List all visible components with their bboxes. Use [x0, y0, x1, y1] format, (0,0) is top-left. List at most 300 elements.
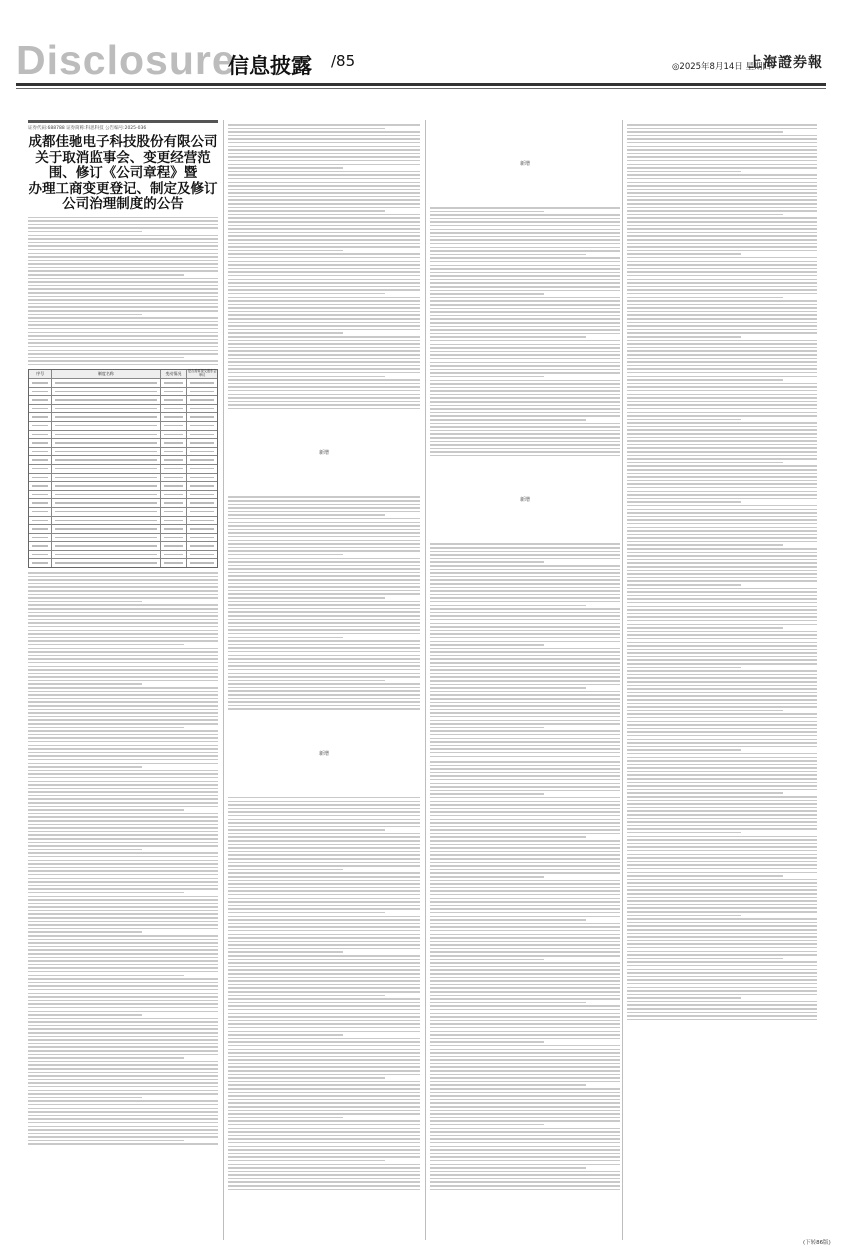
text-line [430, 1092, 620, 1094]
text-line [228, 840, 420, 842]
text-line [228, 586, 420, 588]
cell-text [55, 425, 156, 427]
text-line [430, 969, 620, 971]
text-line [430, 1027, 620, 1029]
text-line [430, 1088, 620, 1090]
text-line [430, 311, 620, 313]
text-line [28, 1011, 218, 1013]
text-line [28, 1050, 218, 1052]
text-line [228, 379, 420, 381]
table-cell [160, 456, 187, 464]
text-line [430, 239, 620, 241]
text-line [627, 491, 817, 493]
text-line [28, 730, 218, 732]
text-line [430, 247, 620, 249]
text-line [430, 847, 620, 849]
text-line [228, 525, 420, 527]
text-line [228, 536, 420, 538]
text-line [430, 387, 620, 389]
cell-text [190, 511, 214, 513]
text-line [430, 1120, 620, 1122]
text-line [430, 430, 620, 432]
text-line [430, 390, 620, 392]
text-line [627, 527, 817, 529]
text-line [228, 340, 420, 342]
text-line [627, 480, 817, 482]
text-line [430, 1059, 620, 1061]
text-line [627, 246, 817, 248]
text-line [430, 1135, 620, 1137]
text-line [228, 347, 420, 349]
masthead-rule [16, 83, 826, 86]
text-line [228, 174, 420, 176]
text-line [228, 651, 420, 653]
text-line [627, 897, 817, 899]
text-line [228, 261, 420, 263]
text-line [228, 1038, 420, 1040]
table-row [29, 558, 217, 567]
text-line [627, 365, 817, 367]
table-cell [160, 388, 187, 396]
table-row [29, 430, 217, 439]
table-cell [29, 534, 51, 542]
table-row [29, 455, 217, 464]
text-line [627, 598, 817, 600]
text-line [430, 851, 620, 853]
text-line [430, 261, 620, 263]
table-cell [160, 491, 187, 499]
text-line [28, 712, 218, 714]
text-line [28, 888, 218, 890]
text-line [228, 604, 420, 606]
text-line [627, 548, 817, 550]
text-line [28, 626, 218, 628]
text-line [228, 329, 420, 331]
text-line [430, 797, 620, 799]
text-line [28, 648, 218, 650]
text-line [430, 1077, 620, 1079]
text-line [228, 304, 420, 306]
text-line [430, 243, 620, 245]
text-line [228, 243, 420, 245]
text-line [430, 448, 620, 450]
text-line [228, 1149, 420, 1151]
text-line [28, 260, 218, 262]
text-line [430, 354, 620, 356]
text-line [627, 667, 741, 669]
text-line [228, 1102, 420, 1104]
text-line [28, 831, 218, 833]
text-line [627, 131, 783, 133]
text-line [28, 572, 218, 574]
text-line [28, 834, 218, 836]
text-line [430, 329, 620, 331]
text-line [627, 940, 817, 942]
text-line [228, 217, 420, 219]
cell-text [55, 554, 156, 556]
text-line [627, 774, 817, 776]
text-line [228, 1066, 420, 1068]
text-line [627, 742, 817, 744]
text-line [627, 749, 741, 751]
text-line [627, 746, 817, 748]
text-line [627, 994, 817, 996]
text-line [430, 608, 620, 610]
text-line [627, 537, 817, 539]
text-line [627, 699, 817, 701]
cell-text [55, 477, 156, 479]
text-line [627, 807, 817, 809]
text-line [28, 860, 218, 862]
text-line [627, 167, 817, 169]
text-line [28, 906, 218, 908]
text-line [28, 314, 142, 316]
text-line [228, 504, 420, 506]
text-line [627, 573, 817, 575]
text-line [228, 944, 420, 946]
text-line [627, 325, 817, 327]
text-line [430, 944, 620, 946]
text-line [430, 1074, 620, 1076]
text-line [228, 619, 420, 621]
article-body-text [430, 207, 620, 456]
text-line [430, 1045, 620, 1047]
text-line [430, 966, 620, 968]
text-line [228, 565, 420, 567]
text-line [430, 250, 620, 252]
text-line [228, 962, 420, 964]
text-line [228, 192, 420, 194]
text-line [228, 930, 420, 932]
text-line [228, 343, 420, 345]
cell-text [190, 520, 214, 522]
text-line [430, 662, 620, 664]
table-cell [186, 439, 217, 447]
text-line [28, 597, 218, 599]
table-cell [51, 405, 159, 413]
text-line [627, 336, 741, 338]
text-line [430, 326, 620, 328]
text-line [430, 819, 620, 821]
table-cell [186, 474, 217, 482]
issue-date: ◎2025年8月14日 星期四 [672, 62, 771, 72]
cell-text [164, 391, 184, 393]
text-line [627, 1012, 817, 1014]
text-line [627, 764, 817, 766]
text-line [627, 379, 783, 381]
table-cell [160, 559, 187, 567]
text-line [228, 984, 420, 986]
text-line [228, 160, 420, 162]
text-line [28, 328, 218, 330]
table-cell [29, 456, 51, 464]
table-cell [186, 491, 217, 499]
cell-text [164, 408, 184, 410]
text-line [430, 716, 620, 718]
cell-text [164, 485, 184, 487]
table-row [29, 395, 217, 404]
table-cell [51, 482, 159, 490]
text-line [28, 1111, 218, 1113]
text-line [430, 405, 620, 407]
table-cell [51, 448, 159, 456]
text-line [627, 458, 817, 460]
table-cell [29, 525, 51, 533]
text-line [430, 444, 620, 446]
text-line [228, 1120, 420, 1122]
text-line [627, 875, 783, 877]
text-line [430, 930, 620, 932]
text-line [627, 958, 783, 960]
text-line [627, 800, 817, 802]
text-line [228, 916, 420, 918]
text-line [627, 602, 817, 604]
text-line [228, 862, 420, 864]
text-line [228, 271, 420, 273]
text-line [430, 626, 620, 628]
text-line [28, 809, 184, 811]
article-body-text [28, 572, 218, 1145]
text-line [627, 386, 817, 388]
text-line [28, 630, 218, 632]
text-line [430, 973, 620, 975]
text-line [430, 790, 620, 792]
text-line [28, 784, 218, 786]
text-line [430, 543, 620, 545]
text-line [28, 928, 218, 930]
text-line [430, 768, 620, 770]
text-line [28, 788, 218, 790]
text-line [28, 249, 218, 251]
text-line [627, 304, 817, 306]
table-cell [160, 517, 187, 525]
table-cell [51, 379, 159, 387]
text-line [28, 357, 184, 359]
text-line [228, 511, 420, 513]
table-cell [51, 499, 159, 507]
text-line [28, 612, 218, 614]
cell-text [190, 442, 214, 444]
text-line [627, 649, 817, 651]
text-line [228, 167, 343, 169]
text-line [28, 640, 218, 642]
text-line [430, 225, 620, 227]
cell-text [190, 451, 214, 453]
text-line [28, 296, 218, 298]
text-line [228, 890, 420, 892]
text-line [430, 1131, 620, 1133]
table-row [29, 412, 217, 421]
table-cell [186, 448, 217, 456]
section-title: 信息披露 [228, 53, 312, 78]
cell-text [164, 442, 184, 444]
text-line [28, 608, 218, 610]
text-line [430, 1149, 620, 1151]
table-row [29, 516, 217, 525]
table-cell [29, 491, 51, 499]
text-line [430, 779, 620, 781]
text-line [228, 500, 420, 502]
text-line [228, 658, 420, 660]
text-line [28, 931, 142, 933]
text-line [28, 1003, 218, 1005]
text-line [228, 687, 420, 689]
text-line [627, 307, 817, 309]
text-line [228, 898, 420, 900]
text-line [228, 991, 420, 993]
cell-text [164, 416, 184, 418]
text-line [228, 854, 420, 856]
text-line [28, 996, 218, 998]
text-line [28, 885, 218, 887]
text-line [430, 380, 620, 382]
text-line [228, 826, 420, 828]
text-line [28, 310, 218, 312]
table-cell [51, 491, 159, 499]
text-line [430, 775, 620, 777]
cell-text [164, 399, 184, 401]
table-cell [160, 474, 187, 482]
table-cell [29, 388, 51, 396]
text-line [228, 1099, 420, 1101]
cell-text [32, 451, 48, 453]
text-line [228, 622, 420, 624]
text-line [627, 767, 817, 769]
text-line [228, 1185, 420, 1187]
cell-text [55, 502, 156, 504]
text-line [28, 651, 218, 653]
text-line [228, 376, 385, 378]
text-line [28, 1108, 218, 1110]
text-line [28, 590, 218, 592]
text-line [430, 955, 620, 957]
text-line [28, 701, 218, 703]
cell-text [55, 434, 156, 436]
text-line [430, 894, 620, 896]
text-line [430, 558, 620, 560]
text-line [228, 1146, 420, 1148]
text-line [228, 819, 420, 821]
table-cell [51, 388, 159, 396]
text-line [627, 232, 817, 234]
text-line [28, 270, 218, 272]
text-line [627, 620, 817, 622]
text-line [228, 561, 420, 563]
text-line [228, 611, 420, 613]
text-line [28, 982, 218, 984]
text-line [627, 624, 817, 626]
text-line [228, 822, 420, 824]
text-line [430, 684, 620, 686]
text-line [627, 447, 817, 449]
text-line [627, 828, 817, 830]
text-line [28, 795, 218, 797]
text-line [627, 483, 817, 485]
text-line [627, 555, 817, 557]
text-line [627, 580, 817, 582]
text-line [228, 368, 420, 370]
table-cell [29, 465, 51, 473]
text-line [430, 1174, 620, 1176]
text-line [627, 854, 817, 856]
text-line [430, 572, 620, 574]
text-line [627, 394, 817, 396]
text-line [430, 822, 620, 824]
text-line [228, 1013, 420, 1015]
text-line [430, 554, 620, 556]
text-line [430, 619, 620, 621]
text-line [430, 1099, 620, 1101]
text-line [430, 876, 544, 878]
cell-text [32, 399, 48, 401]
cell-text [164, 468, 184, 470]
text-line [430, 576, 620, 578]
text-line [627, 911, 817, 913]
text-line [627, 282, 817, 284]
text-line [430, 257, 620, 259]
text-line [228, 665, 420, 667]
text-line [228, 1002, 420, 1004]
text-line [627, 663, 817, 665]
text-line [228, 815, 420, 817]
cell-text [32, 382, 48, 384]
text-line [228, 1027, 420, 1029]
text-line [627, 778, 817, 780]
text-line [627, 717, 817, 719]
text-line [28, 1079, 218, 1081]
text-line [28, 935, 218, 937]
table-header-row [29, 370, 217, 378]
text-line [627, 843, 817, 845]
text-line [430, 569, 620, 571]
text-line [627, 857, 817, 859]
text-line [430, 1070, 620, 1072]
text-line [228, 1084, 420, 1086]
text-line [228, 124, 420, 126]
text-line [430, 804, 620, 806]
text-line [627, 498, 817, 500]
table-cell [186, 525, 217, 533]
text-line [28, 586, 218, 588]
cell-text [164, 545, 184, 547]
table-cell [186, 456, 217, 464]
text-line [28, 1129, 218, 1131]
text-line [28, 824, 218, 826]
text-line [430, 376, 544, 378]
text-line [430, 369, 620, 371]
text-line [28, 881, 218, 883]
table-row [29, 550, 217, 559]
text-line [627, 595, 817, 597]
cell-text [55, 399, 156, 401]
cell-text [55, 416, 156, 418]
text-line [430, 691, 620, 693]
cell-text [32, 502, 48, 504]
text-line [228, 808, 420, 810]
text-line [430, 1013, 620, 1015]
text-line [28, 737, 218, 739]
text-line [228, 1009, 420, 1011]
text-line [28, 1126, 218, 1128]
text-line [627, 440, 817, 442]
cell-text [190, 416, 214, 418]
text-line [228, 314, 420, 316]
text-line [430, 1106, 620, 1108]
text-line [430, 1113, 620, 1115]
text-line [627, 979, 817, 981]
text-line [28, 245, 218, 247]
text-line [627, 771, 817, 773]
